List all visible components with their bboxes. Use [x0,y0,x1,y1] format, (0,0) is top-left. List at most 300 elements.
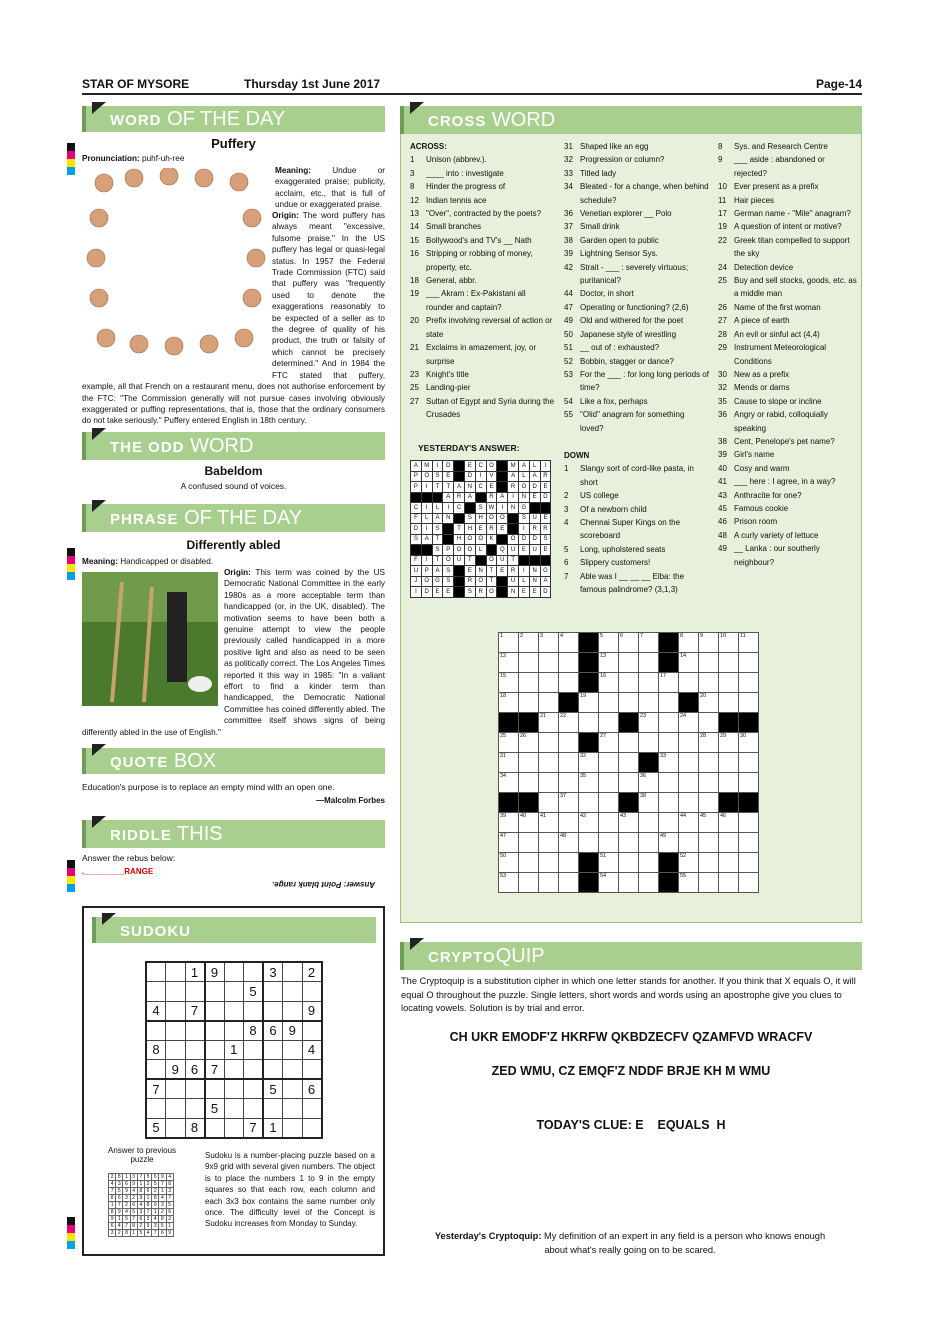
crossword-cell[interactable] [699,713,719,733]
clue-21: 21 Exclaims in amazement, joy, or surprise [410,343,537,366]
previous-sudoku-cell: 2 [130,1195,137,1202]
crossword-cell[interactable] [579,853,599,873]
yesterday-cell: E [497,524,508,535]
crossword-cell[interactable] [559,813,579,833]
yesterday-cell: I [421,524,432,535]
crossword-cell[interactable] [639,653,659,673]
crossword-cell[interactable] [639,833,659,853]
yesterday-cell [454,566,465,577]
crossword-cell[interactable] [539,733,559,753]
crossword-banner: CROSS WORD [400,106,862,134]
previous-sudoku-cell: 8 [109,1209,116,1216]
crossword-cell[interactable] [559,733,579,753]
yesterday-cell [443,534,454,545]
crossword-cell[interactable]: 46 [719,813,739,833]
crossword-cell[interactable]: 35 [579,773,599,793]
down-label: DOWN [564,450,590,460]
crossword-cell[interactable] [739,653,759,673]
crossword-cell[interactable]: 17 [659,673,679,693]
crossword-cell[interactable]: 34 [499,773,519,793]
crossword-cell[interactable] [659,773,679,793]
crossword-cell[interactable]: 41 [539,813,559,833]
crossword-cell[interactable]: 54 [599,873,619,893]
crossword-cell[interactable] [679,733,699,753]
crossword-cell[interactable]: 3 [539,633,559,653]
crossword-cell[interactable] [659,733,679,753]
sudoku-cell [263,982,283,1002]
crossword-cell[interactable]: 20 [699,693,719,713]
crossword-cell[interactable] [719,853,739,873]
sudoku-cell [244,962,264,982]
crossword-cell[interactable] [519,673,539,693]
crossword-cell[interactable] [519,753,539,773]
yesterday-cell: I [443,503,454,514]
yesterday-cell: Q [497,545,508,556]
previous-sudoku-cell: 4 [116,1223,123,1230]
sudoku-cell [166,1118,186,1138]
clue-37: 37 Small drink [564,222,620,232]
crossword-cell[interactable]: 22 [559,713,579,733]
previous-sudoku-cell: 7 [159,1181,166,1188]
crossword-cell[interactable] [639,753,659,773]
crossword-cell[interactable] [559,853,579,873]
crossword-cell[interactable]: 37 [559,793,579,813]
sudoku-cell: 9 [166,1060,186,1080]
across-clues-continued [564,140,709,596]
previous-sudoku-cell: 2 [166,1216,173,1223]
sudoku-cell: 9 [283,1021,303,1041]
crossword-cell[interactable]: 19 [579,693,599,713]
yesterday-cell: E [540,482,551,493]
crossword-cell[interactable]: 2 [519,633,539,653]
yesterday-cell [497,471,508,482]
yesterday-cell [497,482,508,493]
yesterday-cell [464,503,475,514]
crossword-cell[interactable] [639,853,659,873]
crossword-cell[interactable] [499,713,519,733]
previous-sudoku-cell: 1 [137,1181,144,1188]
crossword-cell[interactable] [719,833,739,853]
yesterday-cell: O [486,587,497,598]
previous-sudoku-cell: 3 [137,1209,144,1216]
crossword-cell[interactable] [699,753,719,773]
clue-19: 19 ___ Akram : Ex-Pakistani all rounder and captain? [410,289,526,312]
crossword-cell[interactable]: 16 [599,673,619,693]
crossword-cell[interactable]: 53 [499,873,519,893]
sudoku-cell: 7 [185,1001,205,1021]
crossword-cell[interactable]: 4 [559,633,579,653]
crossword-cell[interactable] [519,873,539,893]
yesterday-cell [486,545,497,556]
crossword-cell[interactable]: 29 [719,733,739,753]
crossword-cell[interactable] [659,793,679,813]
crossword-cell[interactable] [719,873,739,893]
yesterday-cell: P [443,545,454,556]
crossword-cell[interactable]: 48 [559,833,579,853]
crossword-cell[interactable]: 14 [679,653,699,673]
crossword-cell[interactable]: 45 [699,813,719,833]
crossword-cell[interactable] [739,853,759,873]
previous-sudoku-cell: 5 [166,1202,173,1209]
clue-8: 8 Hinder the progress of [410,182,506,192]
crossword-cell[interactable]: 21 [539,713,559,733]
crossword-cell[interactable] [539,873,559,893]
yesterday-cell: U [508,576,519,587]
crossword-cell[interactable]: 52 [679,853,699,873]
previous-sudoku-cell: 8 [159,1216,166,1223]
pronunciation: Pronunciation: puhf-uh-ree [82,154,185,163]
yesterday-cell: A [411,461,422,472]
previous-sudoku-cell: 8 [152,1195,159,1202]
yesterday-cell: S [432,545,443,556]
crossword-cell[interactable]: 30 [739,733,759,753]
sudoku-cell [146,982,166,1002]
crossword-cell[interactable] [579,673,599,693]
crossword-cell[interactable] [539,793,559,813]
sudoku-cell: 8 [146,1040,166,1060]
crossword-cell[interactable] [559,873,579,893]
crossword-cell[interactable] [719,773,739,793]
crossword-cell[interactable] [699,873,719,893]
crossword-grid[interactable] [498,632,759,893]
clue-38: 38 Garden open to public [564,235,659,245]
crossword-cell[interactable] [619,833,639,853]
clue-54: 54 Like a fox, perhaps [564,396,648,406]
previous-sudoku-cell: 4 [137,1202,144,1209]
cryptoquip-banner: CRYPTOQUIP [400,942,862,970]
crossword-cell[interactable] [599,713,619,733]
crossword-cell[interactable] [539,673,559,693]
crossword-cell[interactable] [519,693,539,713]
yesterday-cell: H [454,534,465,545]
sudoku-cell [283,1001,303,1021]
yesterday-cell: A [432,513,443,524]
crossword-cell[interactable] [659,633,679,653]
clue-40: 40 Cosy and warm [718,463,790,473]
yesterday-cell: O [421,576,432,587]
crossword-cell[interactable]: 31 [499,753,519,773]
crossword-cell[interactable]: 26 [519,733,539,753]
crossword-cell[interactable] [619,853,639,873]
odd-word-banner: THE ODD WORD [82,432,385,460]
sudoku-cell: 6 [185,1060,205,1080]
yesterday-cell [454,513,465,524]
yesterday-cell [411,545,422,556]
crossword-cell[interactable] [599,833,619,853]
crossword-cell[interactable] [659,873,679,893]
crossword-cell[interactable] [559,753,579,773]
crossword-cell[interactable] [719,653,739,673]
crossword-cell[interactable]: 44 [679,813,699,833]
crossword-cell[interactable]: 10 [719,633,739,653]
crossword-cell[interactable]: 40 [519,813,539,833]
crossword-cell[interactable]: 33 [659,753,679,773]
crossword-cell[interactable] [639,673,659,693]
crossword-cell[interactable] [739,833,759,853]
crossword-cell[interactable] [579,833,599,853]
crossword-cell[interactable] [739,673,759,693]
crossword-cell[interactable] [639,813,659,833]
crossword-cell[interactable]: 12 [499,653,519,673]
previous-sudoku-cell: 6 [152,1174,159,1181]
crossword-cell[interactable] [619,773,639,793]
sudoku-cell [244,1001,264,1021]
crossword-cell[interactable]: 50 [499,853,519,873]
sudoku-cell [224,1079,244,1099]
sudoku-cell: 4 [146,1001,166,1021]
crossword-cell[interactable]: 11 [739,633,759,653]
sudoku-cell [205,1001,225,1021]
crossword-cell[interactable] [679,693,699,713]
yesterday-cell: H [475,513,486,524]
crossword-cell[interactable] [619,673,639,693]
crossword-cell[interactable] [699,653,719,673]
crossword-cell[interactable] [639,693,659,713]
yesterday-cell: T [443,482,454,493]
crossword-cell[interactable] [679,753,699,773]
crossword-cell[interactable] [579,733,599,753]
clue-52: 52 Bobbin, stagger or dance? [564,356,674,366]
crossword-cell[interactable] [719,753,739,773]
yesterday-cell [508,524,519,535]
crossword-cell[interactable] [559,773,579,793]
previous-sudoku-cell: 2 [144,1181,151,1188]
riddle-rebus: ._________RANGE [82,867,154,876]
crossword-cell[interactable] [719,713,739,733]
previous-sudoku-cell: 2 [123,1202,130,1209]
crossword-cell[interactable] [619,753,639,773]
crossword-cell[interactable] [659,713,679,733]
crossword-cell[interactable] [519,833,539,853]
crossword-cell[interactable] [739,713,759,733]
crossword-cell[interactable]: 32 [579,753,599,773]
crossword-cell[interactable]: 1 [499,633,519,653]
crossword-cell[interactable] [719,693,739,713]
crossword-cell[interactable]: 5 [599,633,619,653]
previous-sudoku-cell: 5 [144,1174,151,1181]
clue-39: 39 Lightning Sensor Sys. [564,249,658,259]
crossword-cell[interactable] [519,793,539,813]
clue-12: 12 Indian tennis ace [410,195,487,205]
crossword-cell[interactable] [739,693,759,713]
crossword-cell[interactable]: 39 [499,813,519,833]
odd-word-definition: A confused sound of voices. [180,481,287,491]
crossword-cell[interactable] [559,693,579,713]
crossword-cell[interactable] [679,833,699,853]
sudoku-cell [166,982,186,1002]
crossword-cell[interactable] [519,653,539,673]
crossword-cell[interactable]: 43 [619,813,639,833]
crossword-cell[interactable] [539,773,559,793]
crossword-cell[interactable] [639,733,659,753]
yesterday-cell: P [411,471,422,482]
yesterday-cell: D [540,492,551,503]
crossword-cell[interactable] [739,753,759,773]
crossword-cell[interactable] [699,833,719,853]
crossword-cell[interactable]: 42 [579,813,599,833]
previous-sudoku-cell: 2 [116,1230,123,1237]
color-marks [67,1217,75,1249]
yesterday-cell: D [529,482,540,493]
color-marks [67,143,75,175]
crossword-cell[interactable] [619,793,639,813]
previous-sudoku-cell: 5 [137,1230,144,1237]
sudoku-cell: 3 [263,962,283,982]
sudoku-cell [283,1118,303,1138]
crossword-cell[interactable] [659,813,679,833]
crossword-cell[interactable]: 15 [499,673,519,693]
crossword-cell[interactable]: 24 [679,713,699,733]
crossword-cell[interactable]: 25 [499,733,519,753]
yesterday-cell: L [432,503,443,514]
crossword-cell[interactable] [679,773,699,793]
sudoku-cell: 5 [205,1099,225,1119]
previous-sudoku-cell: 7 [152,1230,159,1237]
crossword-cell[interactable] [619,733,639,753]
previous-sudoku-cell: 2 [109,1174,116,1181]
clue-4: 4 Chennai Super Kings on the scoreboard [564,517,681,541]
previous-sudoku-cell: 7 [130,1216,137,1223]
clue-49: 49 __ Lanka : our southerly neighbour? [718,544,820,567]
yesterday-cell: R [508,566,519,577]
yesterday-cell: I [475,471,486,482]
crossword-cell[interactable] [499,793,519,813]
crossword-cell[interactable] [659,693,679,713]
crossword-cell[interactable] [519,713,539,733]
crossword-cell[interactable]: 8 [679,633,699,653]
crossword-cell[interactable]: 51 [599,853,619,873]
crossword-cell[interactable] [599,793,619,813]
yesterday-cell: K [486,534,497,545]
yesterday-cell: R [475,587,486,598]
crossword-cell[interactable] [579,713,599,733]
crossword-cell[interactable]: 27 [599,733,619,753]
cryptoquip-intro: The Cryptoquip is a substitution cipher in which one letter stands for another. If you think that X equals O, it will equal O throughout the puzzle. Single letters, short words and words using an apostrophe give you clues to locating vowels. Solution is by trial and error. [401,976,856,1013]
sudoku-cell [224,1021,244,1041]
crossword-cell[interactable]: 55 [679,873,699,893]
crossword-cell[interactable] [579,633,599,653]
crossword-cell[interactable] [619,693,639,713]
phrase-origin: Origin: This term was coined by the US Democratic National Committee in the early 1980s as a more acceptable term than handicapped (or, in the UK, disabled). The motivation seems to have been both a genuine attempt to view the people previously called handicapped in a more positive light and also as need to be seen as politically correct. The Los Angeles Times reported it this way in 1985: "In a valiant effort to find a kinder term than handicapped, the Democratic National Committee has coined differently abled. The committee itself shows signs of being differently abled in the use of English." [82,568,385,737]
crossword-cell[interactable] [679,673,699,693]
sudoku-cell [205,982,225,1002]
sudoku-cell [283,1060,303,1080]
crossword-cell[interactable] [639,873,659,893]
crossword-cell[interactable] [699,853,719,873]
previous-sudoku-cell: 3 [144,1216,151,1223]
crossword-cell[interactable] [619,713,639,733]
clue-25: 25 Landing-pier [410,383,471,393]
crossword-cell[interactable] [699,793,719,813]
crossword-cell[interactable] [599,693,619,713]
crossword-cell[interactable] [699,773,719,793]
crossword-cell[interactable]: 13 [599,653,619,673]
crossword-cell[interactable] [539,653,559,673]
crossword-cell[interactable] [519,853,539,873]
crossword-cell[interactable] [579,873,599,893]
yesterday-cell: F [411,555,422,566]
crossword-cell[interactable] [679,793,699,813]
crossword-cell[interactable]: 47 [499,833,519,853]
crossword-cell[interactable] [719,673,739,693]
crossword-cell[interactable] [659,853,679,873]
crossword-cell[interactable] [539,693,559,713]
sudoku-cell [263,1001,283,1021]
previous-sudoku-cell: 8 [123,1230,130,1237]
crossword-cell[interactable]: 7 [639,633,659,653]
crossword-cell[interactable] [739,813,759,833]
crossword-cell[interactable] [559,653,579,673]
crossword-cell[interactable]: 36 [639,773,659,793]
crossword-cell[interactable] [739,773,759,793]
previous-sudoku-cell: 6 [159,1230,166,1237]
yesterday-cell: E [518,545,529,556]
crossword-cell[interactable]: 28 [699,733,719,753]
sudoku-cell [146,962,166,982]
sudoku-cell [146,1060,166,1080]
crossword-cell[interactable]: 18 [499,693,519,713]
previous-sudoku-cell: 3 [109,1230,116,1237]
yesterday-cell: E [518,587,529,598]
clue-34: 34 Bleated - for a change, when behind schedule? [564,182,709,205]
crossword-cell[interactable] [599,813,619,833]
yesterday-cell: S [540,534,551,545]
yesterday-cell: T [432,555,443,566]
crossword-cell[interactable] [739,873,759,893]
crossword-cell[interactable] [699,673,719,693]
crossword-cell[interactable]: 23 [639,713,659,733]
crossword-cell[interactable]: 6 [619,633,639,653]
crossword-cell[interactable] [579,793,599,813]
crossword-cell[interactable] [599,753,619,773]
yesterday-cell: A [529,471,540,482]
previous-sudoku-cell: 9 [123,1188,130,1195]
crossword-cell[interactable] [719,793,739,813]
yesterday-cell: D [443,461,454,472]
clue-55: 55 "Olid" anagram for something loved? [564,410,685,433]
yesterday-cell: R [540,471,551,482]
crossword-cell[interactable] [579,653,599,673]
crossword-cell[interactable] [659,653,679,673]
crossword-cell[interactable] [539,833,559,853]
previous-sudoku-cell: 7 [123,1223,130,1230]
sudoku-cell [224,1118,244,1138]
sudoku-cell [205,1118,225,1138]
yesterday-cell: I [518,524,529,535]
sudoku-cell: 7 [205,1060,225,1080]
yesterday-cell: E [497,566,508,577]
sudoku-cell [244,1040,264,1060]
sudoku-cell: 5 [146,1118,166,1138]
crossword-cell[interactable] [739,793,759,813]
crossword-cell[interactable] [519,773,539,793]
yesterday-cell: D [421,587,432,598]
previous-sudoku-cell: 4 [123,1209,130,1216]
crossword-cell[interactable] [539,753,559,773]
down-clues [718,140,858,569]
crossword-cell[interactable]: 9 [699,633,719,653]
crossword-cell[interactable] [619,873,639,893]
crossword-cell[interactable]: 38 [639,793,659,813]
previous-sudoku-cell: 9 [152,1202,159,1209]
crossword-cell[interactable] [599,773,619,793]
crossword-cell[interactable] [559,673,579,693]
crossword-cell[interactable]: 49 [659,833,679,853]
crossword-cell[interactable] [619,653,639,673]
crossword-cell[interactable] [539,853,559,873]
sudoku-cell [283,982,303,1002]
yesterday-cell: E [432,587,443,598]
